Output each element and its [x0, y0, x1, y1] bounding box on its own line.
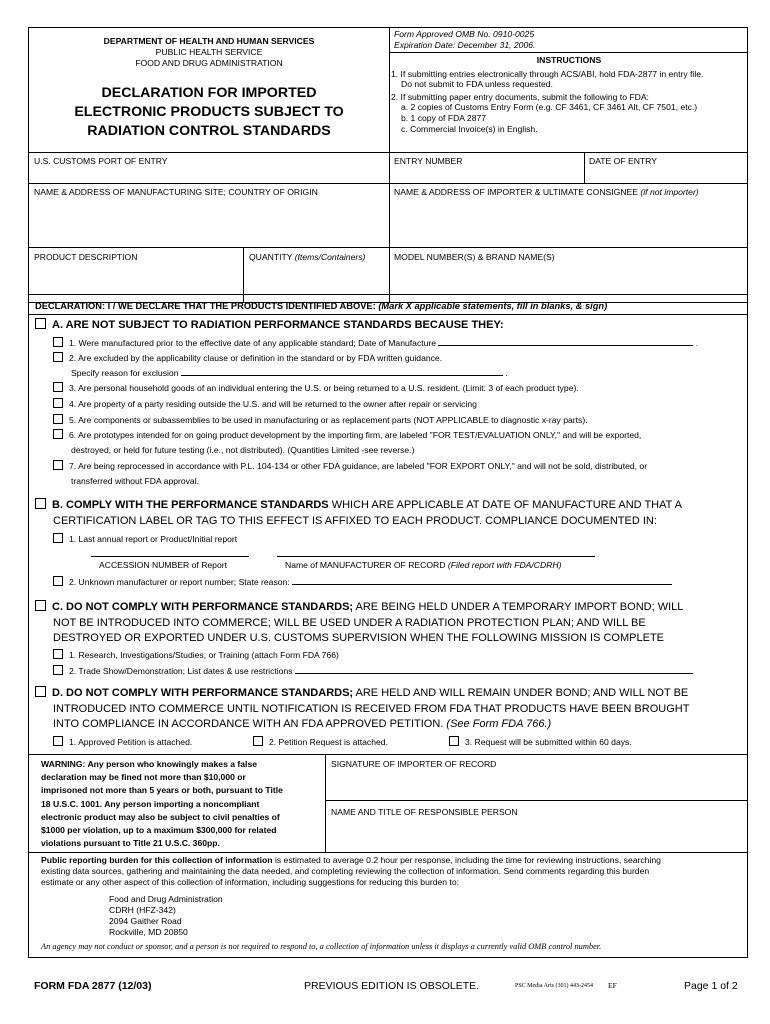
b2-checkbox[interactable] — [53, 576, 63, 586]
form-number: FORM FDA 2877 (12/03) — [34, 980, 152, 992]
section-d-heading — [35, 686, 741, 702]
declaration-text: DECLARATION: I / WE DECLARE THAT THE PRODUCTS IDENTIFIED ABOVE: — [35, 301, 376, 311]
warning-line-3: imprisoned not more than 5 years or both, pursuant to Title — [41, 785, 283, 796]
agency-line-2: PUBLIC HEALTH SERVICE — [155, 47, 263, 57]
a6-checkbox[interactable] — [53, 429, 63, 439]
fda-address — [109, 894, 223, 938]
manufacturer-of-record-note: (Filed report with FDA/CDRH) — [447, 560, 562, 570]
warning-block — [41, 758, 319, 850]
quantity-label-text: QUANTITY — [249, 252, 293, 262]
a6-text: 6. Are prototypes intended for on going product development by the importing firm, are labeled "FOR TEST/EVALUATION ONLY," and will be exported, — [69, 430, 642, 440]
instructions-heading: INSTRUCTIONS — [536, 55, 602, 65]
warning-line-4: 18 U.S.C. 1001. Any person importing a noncompliant — [41, 798, 260, 809]
burden-line-1 — [41, 855, 741, 866]
agency-block — [29, 36, 389, 69]
b2-text: 2. Unknown manufacturer or report number; State reason: — [69, 577, 290, 587]
address-line-3: 2094 Gaither Road — [109, 916, 182, 926]
a3-checkbox[interactable] — [53, 382, 63, 392]
rule — [29, 294, 747, 295]
form-title — [29, 84, 389, 141]
header-divider — [389, 28, 390, 152]
title-line-1: DECLARATION FOR IMPORTED — [101, 85, 317, 101]
warning-line-5: electronic product may also be subject to civil penalties of — [41, 811, 280, 822]
rule — [29, 247, 747, 248]
d2-text: 2. Petition Request is attached. — [269, 737, 388, 747]
b1-text: 1. Last annual report or Product/Initial report — [69, 534, 238, 544]
instruction-2c: c. Commercial Invoice(s) in English. — [401, 123, 538, 134]
agency-line-1: DEPARTMENT OF HEALTH AND HUMAN SERVICES — [103, 36, 315, 46]
omb-control-notice: An agency may not conduct or sponsor, and a person is not required to respond to, a collection of information unless it displays a currently valid OMB control number. — [41, 942, 602, 951]
b1-checkbox[interactable] — [53, 533, 63, 543]
col-divider — [389, 152, 390, 302]
product-description-label: PRODUCT DESCRIPTION — [34, 252, 138, 262]
form-fda-2877 — [28, 27, 748, 958]
rule — [29, 852, 747, 853]
warning-line-2: declaration may be fined not more than $10,000 or — [41, 772, 246, 783]
declaration-statement — [35, 301, 607, 312]
expiration-date: Expiration Date: December 31, 2006. — [394, 40, 536, 50]
rule — [29, 754, 747, 755]
warning-line-6: $1000 per violation, up to a maximum $300,000 for related — [41, 825, 277, 836]
section-d-line-2: INTRODUCED INTO COMMERCE UNTIL NOTIFICATION IS RECEIVED FROM FDA THAT PRODUCTS HAVE BEEN BROUGHT — [53, 703, 690, 715]
d3-checkbox[interactable] — [449, 736, 459, 746]
manufacturer-of-record-text: Name of MANUFACTURER OF RECORD — [285, 560, 446, 570]
section-d-line-3-text: INTO COMPLIANCE IN ACCORDANCE WITH AN FDA APPROVED PETITION. — [53, 718, 444, 730]
section-d-title-rest: ARE HELD AND WILL REMAIN UNDER BOND; AND WILL NOT BE — [353, 687, 689, 699]
address-line-1: Food and Drug Administration — [109, 894, 223, 904]
quantity-label-note: (Items/Containers) — [294, 252, 366, 262]
a7-continued: transferred without FDA approval. — [71, 476, 200, 486]
a6-continued: destroyed, or held for future testing (i.e., not distributed). (Quantities Limited -see reverse.) — [71, 445, 415, 455]
instruction-1b: Do not submit to FDA unless requested. — [401, 79, 553, 90]
address-line-4: Rockville, MD 20850 — [109, 927, 188, 937]
a6-item — [53, 429, 739, 440]
section-d-checkbox[interactable] — [35, 686, 46, 697]
burden-line-2: existing data sources, gathering and maintaining the data needed, and completing reviewing the collection of information. Send comments regarding this burden — [41, 865, 650, 876]
declaration-note: (Mark X applicable statements, fill in blanks, & sign) — [378, 301, 608, 311]
a5-item — [53, 414, 739, 425]
a7-item — [53, 460, 739, 471]
a4-item — [53, 398, 739, 409]
rule — [29, 314, 747, 315]
a1-item: 1. Were manufactured prior to the effective date of any applicable standard; Date of Manufacture . — [53, 337, 739, 348]
manufacturing-site-label: NAME & ADDRESS OF MANUFACTURING SITE; COUNTRY OF ORIGIN — [34, 187, 318, 197]
section-b-heading — [35, 498, 741, 514]
c1-checkbox[interactable] — [53, 649, 63, 659]
c1-item — [53, 649, 739, 660]
importer-label-note: (if not importer) — [640, 187, 699, 197]
section-c-heading — [35, 600, 741, 616]
b1-item — [53, 533, 739, 544]
section-b-checkbox[interactable] — [35, 498, 46, 509]
c2-checkbox[interactable] — [53, 665, 63, 675]
date-of-manufacture-field[interactable] — [438, 337, 693, 346]
ef-mark: EF — [608, 981, 617, 990]
a2-text: 2. Are excluded by the applicability clause or definition in the standard or by FDA written guidance. — [69, 353, 443, 363]
warning-line-7: violations pursuant to Title 21 U.S.C. 360pp. — [41, 838, 220, 849]
a2-checkbox[interactable] — [53, 352, 63, 362]
signature-label: SIGNATURE OF IMPORTER OF RECORD — [331, 759, 497, 769]
b2-item — [53, 576, 739, 587]
model-number-label: MODEL NUMBER(S) & BRAND NAME(S) — [394, 252, 555, 262]
d1-checkbox[interactable] — [53, 736, 63, 746]
port-of-entry-label: U.S. CUSTOMS PORT OF ENTRY — [34, 156, 168, 166]
burden-line-1-text: is estimated to average 0.2 hour per response, including the time for reviewing instructions, searching — [272, 855, 661, 865]
page-number: Page 1 of 2 — [684, 980, 738, 992]
section-a-heading — [35, 318, 741, 334]
instruction-2: 2. If submitting paper entry documents, submit the following to FDA: — [391, 91, 649, 102]
warning-divider — [325, 754, 326, 852]
quantity-label — [249, 252, 365, 262]
address-line-2: CDRH (HFZ-342) — [109, 905, 176, 915]
instruction-2b: b. 1 copy of FDA 2877 — [401, 112, 487, 123]
a2-item — [53, 352, 739, 363]
c1-text: 1. Research, Investigations/Studies, or Training (attach Form FDA 766) — [69, 650, 339, 660]
exclusion-reason-field[interactable] — [181, 367, 503, 376]
section-d-title: D. DO NOT COMPLY WITH PERFORMANCE STANDARDS; — [52, 687, 354, 699]
section-c-checkbox[interactable] — [35, 600, 46, 611]
section-b-line-2: CERTIFICATION LABEL OR TAG TO THIS EFFECT IS AFFIXED TO EACH PRODUCT. COMPLIANCE DOCUMENTED IN: — [53, 515, 657, 527]
a7-checkbox[interactable] — [53, 460, 63, 470]
manufacturer-of-record-field[interactable] — [277, 556, 595, 557]
title-line-2: ELECTRONIC PRODUCTS SUBJECT TO — [74, 104, 344, 120]
instruction-1: 1. If submitting entries electronically through ACS/ABI, hold FDA-2877 in entry file. — [391, 68, 704, 79]
c2-text: 2. Trade Show/Demonstration; List dates & use restrictions — [69, 666, 293, 676]
a5-checkbox[interactable] — [53, 414, 63, 424]
importer-label — [394, 187, 699, 197]
section-d-line-3-note: (See Form FDA 766.) — [446, 718, 552, 730]
section-c-line-2: NOT BE INTRODUCED INTO COMMERCE; WILL BE USED UNDER A RADIATION PROTECTION PLAN; AND WILL BE — [53, 617, 646, 629]
a2-reason: Specify reason for exclusion . — [71, 368, 508, 378]
psc-credit: PSC Media Arts (301) 443-2454 — [515, 983, 593, 989]
rule — [29, 152, 747, 153]
trade-show-dates-field[interactable] — [295, 665, 693, 674]
section-c-title-rest: ARE BEING HELD UNDER A TEMPORARY IMPORT BOND; WILL — [353, 601, 684, 613]
title-line-3: RADIATION CONTROL STANDARDS — [87, 123, 331, 139]
unknown-reason-field[interactable] — [292, 576, 672, 585]
entry-number-label: ENTRY NUMBER — [394, 156, 463, 166]
a3-text: 3. Are personal household goods of an individual entering the U.S. or being returned to a U.S. resident. (Limit: 3 of each product type). — [69, 383, 579, 393]
a1-text: 1. Were manufactured prior to the effective date of any applicable standard; Date of Manufacture — [69, 338, 437, 348]
agency-line-3: FOOD AND DRUG ADMINISTRATION — [135, 58, 283, 68]
section-a-checkbox[interactable] — [35, 318, 46, 329]
a5-text: 5. Are components or subassemblies to be used in manufacturing or as replacement parts (NOT APPLICABLE to diagnostic x-ray parts). — [69, 415, 588, 425]
burden-line-3: estimate or any other aspect of this collection of information, including suggestions for reducing this burden to: — [41, 876, 459, 887]
omb-block — [394, 29, 535, 51]
d1-text: 1. Approved Petition is attached. — [69, 737, 193, 747]
section-a-title: A. ARE NOT SUBJECT TO RADIATION PERFORMANCE STANDARDS BECAUSE THEY: — [52, 319, 504, 331]
accession-number-label: ACCESSION NUMBER of Report — [99, 560, 227, 570]
a7-text: 7. Are being reprocessed in accordance with P.L. 104-134 or other FDA guidance, are labeled "FOR EXPORT ONLY," and will not be sold, distributed, or — [69, 461, 648, 471]
section-c-title: C. DO NOT COMPLY WITH PERFORMANCE STANDARDS; — [52, 601, 354, 613]
d1-item — [53, 736, 253, 747]
previous-edition-notice: PREVIOUS EDITION IS OBSOLETE. — [304, 980, 480, 992]
omb-number: Form Approved OMB No. 0910-0025 — [394, 29, 535, 39]
c2-item — [53, 665, 739, 676]
section-d-line-3 — [53, 717, 739, 733]
instructions-block — [391, 55, 747, 134]
instruction-2a: a. 2 copies of Customs Entry Form (e.g. CF 3461, CF 3461 Alt, CF 7501, etc.) — [401, 102, 698, 113]
a4-checkbox[interactable] — [53, 398, 63, 408]
section-c-line-3: DESTROYED OR EXPORTED UNDER U.S. CUSTOMS SUPERVISION WHEN THE FOLLOWING MISSION IS COMPLETE — [53, 632, 664, 644]
section-b-title-rest: WHICH ARE APPLICABLE AT DATE OF MANUFACTURE AND THAT A — [328, 499, 682, 511]
manufacturer-of-record-label — [285, 560, 561, 570]
d3-item — [449, 736, 739, 747]
rule — [29, 183, 747, 184]
burden-bold: Public reporting burden for this collection of information — [41, 855, 273, 865]
a3-item — [53, 382, 739, 393]
col-divider-date — [584, 152, 585, 183]
signature-field-rule — [325, 800, 747, 801]
a1-checkbox[interactable] — [53, 337, 63, 347]
d3-text: 3. Request will be submitted within 60 days. — [465, 737, 632, 747]
d2-item — [253, 736, 453, 747]
a2-reason-label: Specify reason for exclusion — [71, 368, 179, 378]
name-title-label: NAME AND TITLE OF RESPONSIBLE PERSON — [331, 807, 518, 817]
instructions-divider — [389, 52, 747, 53]
importer-label-text: NAME & ADDRESS OF IMPORTER & ULTIMATE CONSIGNEE — [394, 187, 639, 197]
section-b-title: B. COMPLY WITH THE PERFORMANCE STANDARDS — [52, 499, 329, 511]
accession-number-field[interactable] — [91, 556, 249, 557]
warning-line-1: WARNING: Any person who knowingly makes a false — [41, 759, 258, 769]
burden-statement — [41, 855, 741, 888]
a4-text: 4. Are property of a party residing outside the U.S. and will be returned to the owner after repair or servicing — [69, 399, 477, 409]
d2-checkbox[interactable] — [253, 736, 263, 746]
date-of-entry-label: DATE OF ENTRY — [589, 156, 657, 166]
